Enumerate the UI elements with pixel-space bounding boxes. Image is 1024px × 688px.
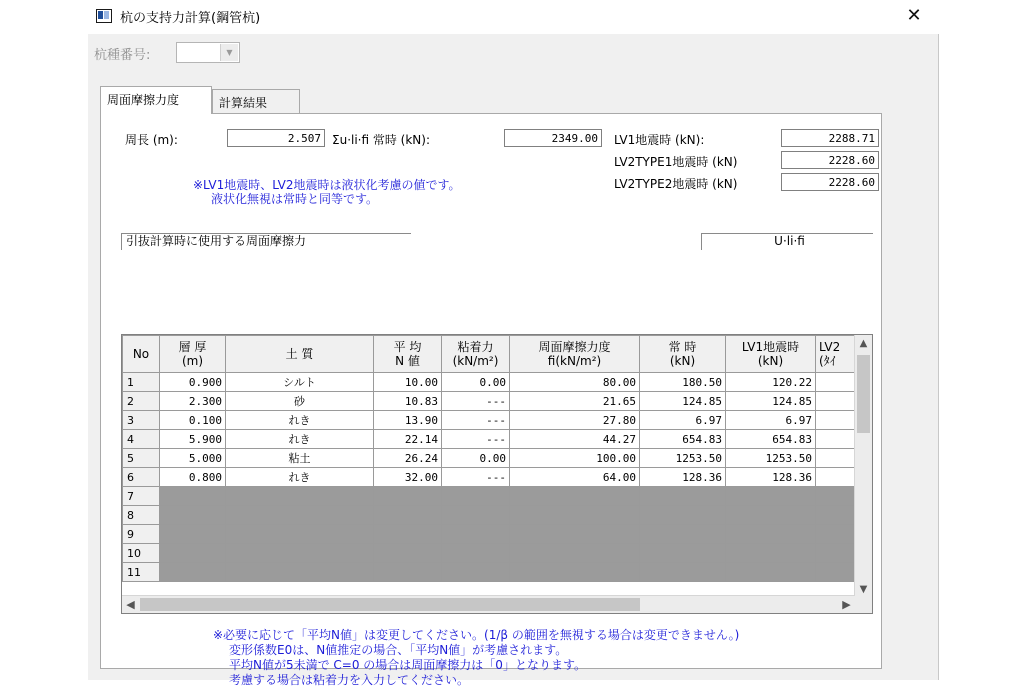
row-no: 9 [123, 525, 160, 544]
table-row[interactable] [123, 430, 856, 449]
lv1-cell[interactable] [726, 506, 816, 525]
normal-cell[interactable] [640, 563, 726, 582]
col-thickness-header: 層 厚 (m) [160, 336, 226, 373]
lv2-cell[interactable] [816, 487, 856, 506]
normal-cell[interactable]: 180.50 [640, 373, 726, 392]
row-no: 2 [123, 392, 160, 411]
nvalue-cell[interactable] [374, 506, 442, 525]
col-friction-header: 周面摩擦力度 fi(kN/m²) [510, 336, 640, 373]
lv1-cell[interactable] [726, 525, 816, 544]
table-row[interactable] [123, 506, 856, 525]
cohesion-cell[interactable]: --- [442, 430, 510, 449]
row-no: 1 [123, 373, 160, 392]
lv2-cell[interactable] [816, 544, 856, 563]
nvalue-cell[interactable]: 13.90 [374, 411, 442, 430]
lv2-cell[interactable] [816, 373, 856, 392]
friction-cell[interactable]: 21.65 [510, 392, 640, 411]
lv2-cell[interactable] [816, 468, 856, 487]
col-lv1-header: LV1地震時 (kN) [726, 336, 816, 373]
normal-total-label: Σu·li·fi 常時 (kN): [332, 133, 431, 147]
col-cohesion-header: 粘着力 (kN/m²) [442, 336, 510, 373]
table-row[interactable] [123, 544, 856, 563]
cohesion-cell[interactable] [442, 487, 510, 506]
friction-cell[interactable] [510, 525, 640, 544]
thickness-cell[interactable]: 5.000 [160, 449, 226, 468]
pile-type-select[interactable] [176, 42, 240, 63]
friction-cell[interactable] [510, 563, 640, 582]
normal-cell[interactable]: 1253.50 [640, 449, 726, 468]
friction-cell[interactable] [510, 506, 640, 525]
lv1-cell[interactable] [726, 563, 816, 582]
cohesion-cell[interactable]: 0.00 [442, 449, 510, 468]
col-no-header: No [123, 336, 160, 373]
soil-cell[interactable]: れき [226, 468, 374, 487]
cohesion-cell[interactable]: --- [442, 411, 510, 430]
soil-cell[interactable]: 砂 [226, 392, 374, 411]
pile-type-label: 杭種番号: [94, 48, 151, 63]
lv2-cell[interactable] [816, 411, 856, 430]
tab-friction-label: 周面摩擦力度 [107, 93, 180, 107]
nvalue-cell[interactable] [374, 525, 442, 544]
col-lv2-header: LV2 (ﾀｲ [816, 336, 856, 373]
row-no: 4 [123, 430, 160, 449]
cohesion-cell[interactable] [442, 563, 510, 582]
lv1-cell[interactable]: 6.97 [726, 411, 816, 430]
close-button[interactable]: ✕ [906, 5, 922, 26]
lv1-cell[interactable]: 1253.50 [726, 449, 816, 468]
vertical-scroll-thumb[interactable] [857, 355, 870, 433]
bottom-note-line1: ※必要に応じて「平均N値」は変更してください。(1/β の範囲を無視する場合は変更できません。) [213, 628, 740, 642]
row-no: 7 [123, 487, 160, 506]
col-normal-header: 常 時 (kN) [640, 336, 726, 373]
nvalue-cell[interactable]: 10.00 [374, 373, 442, 392]
lv1-cell[interactable]: 128.36 [726, 468, 816, 487]
row-no: 5 [123, 449, 160, 468]
lv1-total-label: LV1地震時 (kN): [614, 133, 705, 147]
cohesion-cell[interactable]: --- [442, 392, 510, 411]
perimeter-field[interactable]: 2.507 [227, 129, 325, 147]
table-row[interactable] [123, 468, 856, 487]
bottom-note-line4: 考慮する場合は粘着力を入力してください。 [229, 673, 470, 687]
nvalue-cell[interactable] [374, 563, 442, 582]
thickness-cell[interactable] [160, 487, 226, 506]
lv1-cell[interactable]: 654.83 [726, 430, 816, 449]
scroll-right-icon[interactable]: ▶ [842, 598, 851, 611]
scroll-left-icon[interactable]: ◀ [126, 598, 135, 611]
normal-cell[interactable] [640, 525, 726, 544]
pullout-group-label: 引抜計算時に使用する周面摩擦力 [121, 233, 411, 250]
friction-cell[interactable]: 44.27 [510, 430, 640, 449]
perimeter-label: 周長 (m): [125, 133, 178, 147]
bottom-note-line3: 平均N値が5未満で C=0 の場合は周面摩擦力は「0」となります。 [229, 658, 586, 672]
horizontal-scrollbar[interactable] [122, 595, 855, 613]
row-no: 8 [123, 506, 160, 525]
soil-cell[interactable] [226, 506, 374, 525]
thickness-cell[interactable]: 2.300 [160, 392, 226, 411]
lv2t1-total-field: 2228.60 [781, 151, 879, 169]
title-bar [88, 0, 938, 34]
lv1-cell[interactable] [726, 544, 816, 563]
liquefaction-note-line2: 液状化無視は常時と同等です。 [211, 192, 379, 206]
soil-cell[interactable]: 粘土 [226, 449, 374, 468]
friction-cell[interactable]: 100.00 [510, 449, 640, 468]
normal-cell[interactable]: 6.97 [640, 411, 726, 430]
col-nvalue-header: 平 均 N 値 [374, 336, 442, 373]
table-row[interactable] [123, 525, 856, 544]
bottom-note-line2: 変形係数E0は、N値推定の場合、「平均N値」が考慮されます。 [229, 643, 568, 657]
lv2-cell[interactable] [816, 430, 856, 449]
thickness-cell[interactable]: 0.900 [160, 373, 226, 392]
col-soil-header: 土 質 [226, 336, 374, 373]
soil-cell[interactable] [226, 525, 374, 544]
normal-cell[interactable] [640, 487, 726, 506]
table-header-row [123, 336, 856, 373]
row-no: 10 [123, 544, 160, 563]
normal-total-field: 2349.00 [504, 129, 602, 147]
lv1-cell[interactable] [726, 487, 816, 506]
normal-cell[interactable]: 128.36 [640, 468, 726, 487]
thickness-cell[interactable] [160, 544, 226, 563]
row-no: 3 [123, 411, 160, 430]
friction-cell[interactable] [510, 544, 640, 563]
soil-cell[interactable]: れき [226, 430, 374, 449]
tab-results-label: 計算結果 [219, 96, 268, 110]
nvalue-cell[interactable]: 22.14 [374, 430, 442, 449]
lv1-total-field: 2288.71 [781, 129, 879, 147]
table-row[interactable] [123, 487, 856, 506]
lv1-cell[interactable]: 120.22 [726, 373, 816, 392]
soil-cell[interactable]: れき [226, 411, 374, 430]
normal-cell[interactable]: 124.85 [640, 392, 726, 411]
lv2t2-total-label: LV2TYPE2地震時 (kN) [614, 177, 738, 191]
cohesion-cell[interactable] [442, 525, 510, 544]
friction-cell[interactable]: 80.00 [510, 373, 640, 392]
cohesion-cell[interactable] [442, 544, 510, 563]
nvalue-cell[interactable]: 26.24 [374, 449, 442, 468]
thickness-cell[interactable]: 0.800 [160, 468, 226, 487]
horizontal-scroll-thumb[interactable] [140, 598, 640, 611]
row-no: 6 [123, 468, 160, 487]
lv2-cell[interactable] [816, 506, 856, 525]
tab-results[interactable] [212, 89, 300, 113]
thickness-cell[interactable] [160, 563, 226, 582]
app-icon [96, 9, 112, 23]
tab-friction[interactable] [100, 86, 212, 114]
lv2-cell[interactable] [816, 525, 856, 544]
cohesion-cell[interactable] [442, 506, 510, 525]
nvalue-cell[interactable]: 10.83 [374, 392, 442, 411]
normal-cell[interactable] [640, 544, 726, 563]
dialog-window [88, 34, 939, 687]
friction-cell[interactable] [510, 487, 640, 506]
scrollbar-corner [855, 596, 872, 613]
scroll-down-icon[interactable]: ▼ [859, 584, 868, 595]
friction-cell[interactable]: 64.00 [510, 468, 640, 487]
cohesion-cell[interactable]: 0.00 [442, 373, 510, 392]
nvalue-cell[interactable]: 32.00 [374, 468, 442, 487]
lv2-cell[interactable] [816, 449, 856, 468]
table-row[interactable] [123, 449, 856, 468]
lv2-cell[interactable] [816, 392, 856, 411]
friction-panel [100, 113, 882, 687]
nvalue-cell[interactable] [374, 487, 442, 506]
lv2-cell[interactable] [816, 563, 856, 582]
chevron-down-icon[interactable]: ▼ [220, 44, 238, 61]
pullout-sum-label: U·li·fi [701, 233, 873, 250]
scroll-up-icon[interactable]: ▲ [859, 338, 868, 349]
soil-cell[interactable]: シルト [226, 373, 374, 392]
soil-layer-grid [121, 334, 873, 614]
table-row[interactable] [123, 411, 856, 430]
window-title: 杭の支持力計算(鋼管杭) [120, 11, 261, 26]
nvalue-cell[interactable] [374, 544, 442, 563]
vertical-scrollbar[interactable] [854, 335, 872, 598]
lv1-cell[interactable]: 124.85 [726, 392, 816, 411]
table-row[interactable] [123, 392, 856, 411]
soil-layer-table [122, 335, 856, 582]
thickness-cell[interactable]: 0.100 [160, 411, 226, 430]
liquefaction-note-line1: ※LV1地震時、LV2地震時は液状化考慮の値です。 [193, 178, 461, 192]
thickness-cell[interactable]: 5.900 [160, 430, 226, 449]
cohesion-cell[interactable]: --- [442, 468, 510, 487]
thickness-cell[interactable] [160, 506, 226, 525]
soil-cell[interactable] [226, 563, 374, 582]
soil-cell[interactable] [226, 544, 374, 563]
normal-cell[interactable] [640, 506, 726, 525]
row-no: 11 [123, 563, 160, 582]
thickness-cell[interactable] [160, 525, 226, 544]
soil-cell[interactable] [226, 487, 374, 506]
lv2t1-total-label: LV2TYPE1地震時 (kN) [614, 155, 738, 169]
table-row[interactable] [123, 373, 856, 392]
normal-cell[interactable]: 654.83 [640, 430, 726, 449]
table-row[interactable] [123, 563, 856, 582]
lv2t2-total-field: 2228.60 [781, 173, 879, 191]
friction-cell[interactable]: 27.80 [510, 411, 640, 430]
